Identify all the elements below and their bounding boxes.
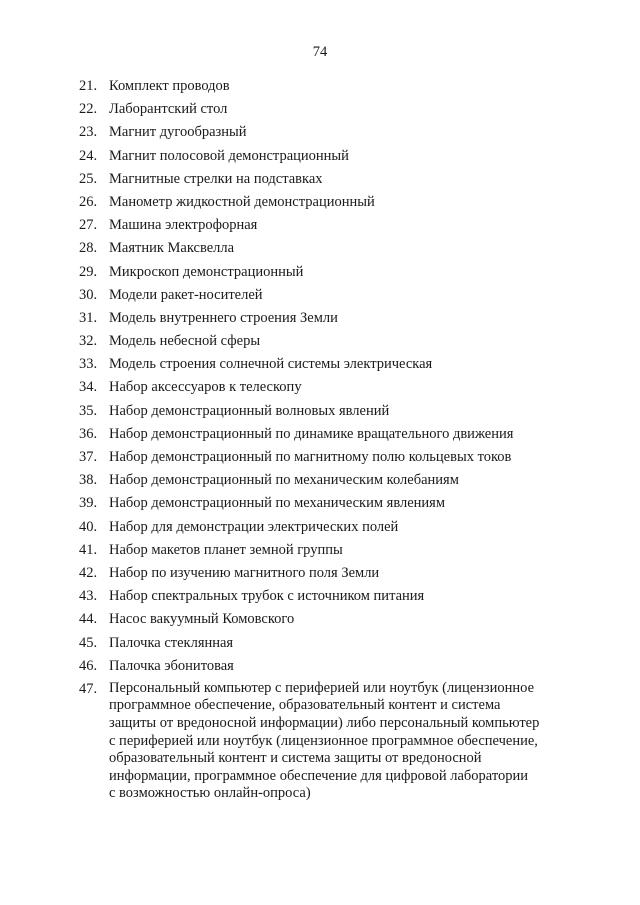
- list-item-number: 31.: [79, 309, 98, 326]
- list-item-text: Модель строения солнечной системы электрическая: [109, 356, 433, 373]
- list-item-number: 34.: [79, 379, 98, 396]
- list-item: [79, 494, 579, 512]
- list-item-number: 46.: [79, 657, 98, 674]
- list-item-number: 35.: [79, 402, 98, 419]
- list-item: [79, 170, 579, 188]
- list-item-number: 42.: [79, 564, 98, 581]
- list-item-text: Персональный компьютер с периферией или ноутбук (лицензионное программное обеспечение, образовательный контент и система защиты от вредоносной информации) либо персональный компьютер с периферией или ноутбук (лицензионное программное обеспечение, образовательный контент и система защиты от вредоносной информации, программное обеспечение для цифровой лаборатории с возможностью онлайн-опроса): [109, 679, 540, 802]
- list-item: [79, 518, 579, 536]
- list-item: [79, 216, 579, 234]
- list-item-text: Набор демонстрационный по магнитному полю кольцевых токов: [109, 449, 512, 465]
- list-item-text: Манометр жидкостной демонстрационный: [109, 193, 375, 210]
- list-item: [79, 610, 579, 628]
- list-item-number: 21.: [79, 78, 98, 94]
- list-item-text: Набор демонстрационный по механическим явлениям: [109, 495, 446, 512]
- list-item-number: 45.: [79, 634, 98, 651]
- list-item-number: 39.: [79, 495, 98, 512]
- list-item: [79, 263, 579, 281]
- list-item-number: 32.: [79, 333, 98, 350]
- list-item: [79, 77, 579, 95]
- equipment-list: [79, 77, 579, 808]
- list-item: [79, 332, 579, 350]
- list-item-number: 30.: [79, 286, 98, 303]
- list-item-number: 36.: [79, 425, 98, 442]
- list-item-number: 29.: [79, 263, 98, 280]
- list-item: [79, 123, 579, 141]
- list-item-text: Комплект проводов: [109, 78, 230, 94]
- list-item-text: Набор демонстрационный по механическим колебаниям: [109, 472, 459, 489]
- list-item-text: Лаборантский стол: [109, 101, 228, 118]
- list-item-number: 37.: [79, 449, 98, 465]
- list-item: [79, 355, 579, 373]
- list-item-text: Набор макетов планет земной группы: [109, 541, 343, 558]
- list-item: [79, 471, 579, 489]
- list-item-number: 40.: [79, 518, 98, 535]
- list-item: [79, 378, 579, 396]
- list-item-text: Модель небесной сферы: [109, 333, 261, 350]
- list-item: [79, 587, 579, 605]
- list-item-text: Насос вакуумный Комовского: [109, 611, 295, 628]
- list-item-text: Маятник Максвелла: [109, 240, 235, 257]
- list-item: [79, 402, 579, 420]
- list-item-text: Набор для демонстрации электрических полей: [109, 518, 399, 535]
- list-item: [79, 193, 579, 211]
- list-item-number: 26.: [79, 193, 98, 210]
- list-item: [79, 239, 579, 257]
- page-number: 74: [312, 44, 328, 60]
- list-item: [79, 448, 579, 466]
- list-item-text: Магнит дугообразный: [109, 124, 247, 141]
- list-item: [79, 100, 579, 118]
- list-item: [79, 680, 579, 803]
- list-item-number: 27.: [79, 217, 98, 234]
- list-item-text: Машина электрофорная: [109, 217, 258, 234]
- list-item-text: Магнитные стрелки на подставках: [109, 170, 323, 187]
- list-item-text: Палочка стеклянная: [109, 634, 234, 651]
- list-item: [79, 147, 579, 165]
- list-item-text: Набор демонстрационный волновых явлений: [109, 402, 390, 419]
- list-item-number: 28.: [79, 240, 98, 257]
- list-item: [79, 286, 579, 304]
- list-item: [79, 634, 579, 652]
- list-item-number: 24.: [79, 147, 98, 164]
- list-item-number: 44.: [79, 611, 98, 628]
- list-item: [79, 541, 579, 559]
- list-item-text: Набор по изучению магнитного поля Земли: [109, 564, 380, 581]
- list-item-number: 33.: [79, 356, 98, 373]
- list-item-number: 41.: [79, 541, 98, 558]
- list-item-text: Палочка эбонитовая: [109, 657, 234, 674]
- list-item-number: 25.: [79, 170, 98, 187]
- list-item-number: 22.: [79, 101, 98, 118]
- list-item-text: Магнит полосовой демонстрационный: [109, 147, 349, 164]
- list-item-number: 23.: [79, 124, 98, 141]
- list-item-number: 47.: [79, 680, 98, 697]
- list-item: [79, 564, 579, 582]
- list-item: [79, 425, 579, 443]
- list-item-text: Набор спектральных трубок с источником питания: [109, 588, 425, 605]
- list-item-number: 38.: [79, 472, 98, 489]
- list-item-text: Набор аксессуаров к телескопу: [109, 379, 302, 396]
- list-item: [79, 657, 579, 675]
- list-item: [79, 309, 579, 327]
- list-item-text: Модель внутреннего строения Земли: [109, 309, 338, 326]
- list-item-number: 43.: [79, 588, 98, 605]
- list-item-text: Модели ракет-носителей: [109, 286, 263, 303]
- list-item-text: Микроскоп демонстрационный: [109, 263, 304, 280]
- list-item-text: Набор демонстрационный по динамике вращательного движения: [109, 425, 514, 442]
